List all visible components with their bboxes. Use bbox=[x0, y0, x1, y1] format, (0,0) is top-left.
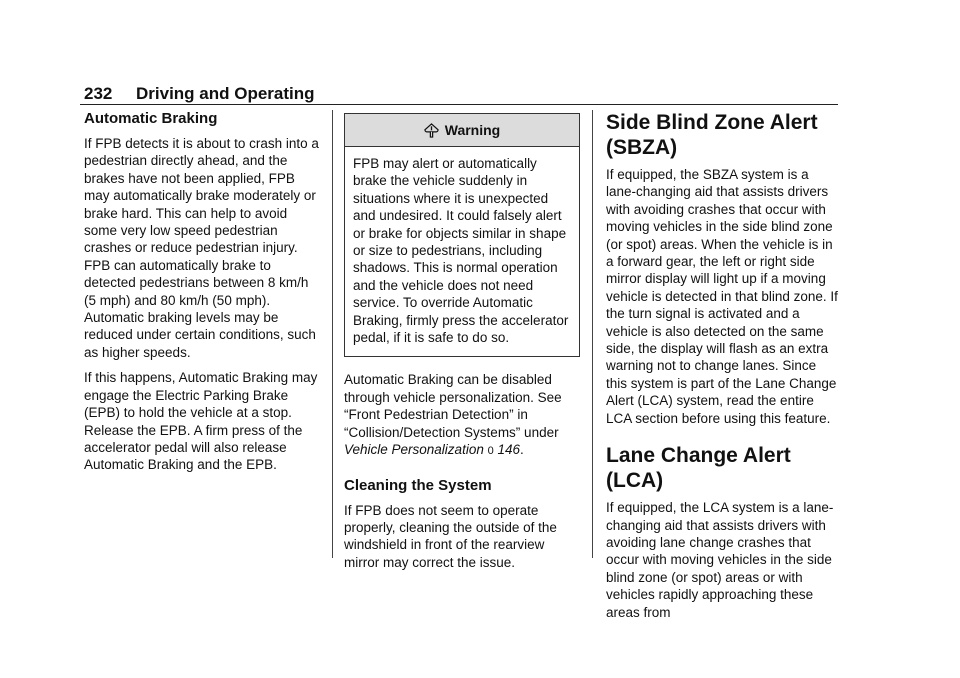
page-number: 232 bbox=[84, 84, 113, 103]
personalization-end: . bbox=[520, 442, 524, 458]
warning-header bbox=[345, 114, 579, 147]
warning-icon bbox=[424, 123, 439, 138]
column-left bbox=[84, 110, 322, 482]
page-ref-number[interactable]: 146 bbox=[497, 442, 521, 458]
section-title: Driving and Operating bbox=[136, 84, 315, 103]
automatic-braking-paragraph-1: If FPB detects it is about to crash into a pedestrian directly ahead, and the brakes have not been applied, FPB may automatically brake moderately or brake hard. This can help to avoid some very low speed pedestrian crashes or reduce pedestrian injury. FPB can automatically brake to detected pedestrians between 8 km/h (5 mph) and 80 km/h (50 mph). Automatic braking levels may be reduced under certain conditions, such as higher speeds. bbox=[84, 136, 319, 360]
warning-box bbox=[344, 113, 580, 357]
header-rule bbox=[80, 104, 838, 105]
personalization-paragraph bbox=[344, 371, 580, 460]
automatic-braking-paragraph-2: If this happens, Automatic Braking may engage the Electric Parking Brake (EPB) to hold the vehicle at a stop. Release the EPB. A firm press of the accelerator pedal will also release Automatic Braking and the EPB. bbox=[84, 370, 318, 473]
column-right bbox=[606, 110, 838, 629]
vehicle-personalization-link[interactable]: Vehicle Personalization bbox=[344, 442, 484, 458]
lca-paragraph: If equipped, the LCA system is a lane-changing aid that assists drivers with avoiding lane change crashes that occur with moving vehicles in the side blind zone (or spot) areas or with vehicles rapidly approaching these areas from bbox=[606, 500, 834, 620]
column-divider-1 bbox=[332, 110, 333, 558]
sbza-heading: Side Blind Zone Alert (SBZA) bbox=[606, 111, 818, 159]
page-header bbox=[80, 82, 838, 106]
lca-heading: Lane Change Alert (LCA) bbox=[606, 444, 791, 493]
warning-text: FPB may alert or automatically brake the vehicle suddenly in situations where it is unexpected and undesired. It could falsely alert or brake for objects similar in shape or size to pedestrians, including shadows. This is normal operation and the vehicle does not need service. To override Automatic Braking, firmly press the accelerator pedal, if it is safe to do so. bbox=[353, 156, 569, 346]
sbza-paragraph: If equipped, the SBZA system is a lane-changing aid that assists drivers with avoiding crashes that occur with moving vehicles in the side blind zone (or spot) areas. When the vehicle is in a forward gear, the left or right side mirror display will light up if a moving vehicle is detected in that blind zone. If the turn signal is activated and a vehicle is also detected on the same side, the display will flash as an extra warning not to change lanes. Since this system is part of the Lane Change Alert (LCA) system, read the entire LCA section before using this feature. bbox=[606, 167, 838, 426]
page-ref-arrow-icon: 0 bbox=[487, 445, 494, 458]
cleaning-heading: Cleaning the System bbox=[344, 476, 492, 494]
warning-title: Warning bbox=[444, 122, 501, 138]
cleaning-paragraph: If FPB does not seem to operate properly, cleaning the outside of the windshield in front of the rearview mirror may correct the issue. bbox=[344, 502, 557, 570]
automatic-braking-heading: Automatic Braking bbox=[84, 110, 218, 127]
column-divider-2 bbox=[592, 110, 593, 558]
column-middle bbox=[344, 113, 580, 579]
personalization-text: Automatic Braking can be disabled through vehicle personalization. See “Front Pedestrian Detection” in “Collision/Detection Systems” under bbox=[344, 372, 562, 440]
